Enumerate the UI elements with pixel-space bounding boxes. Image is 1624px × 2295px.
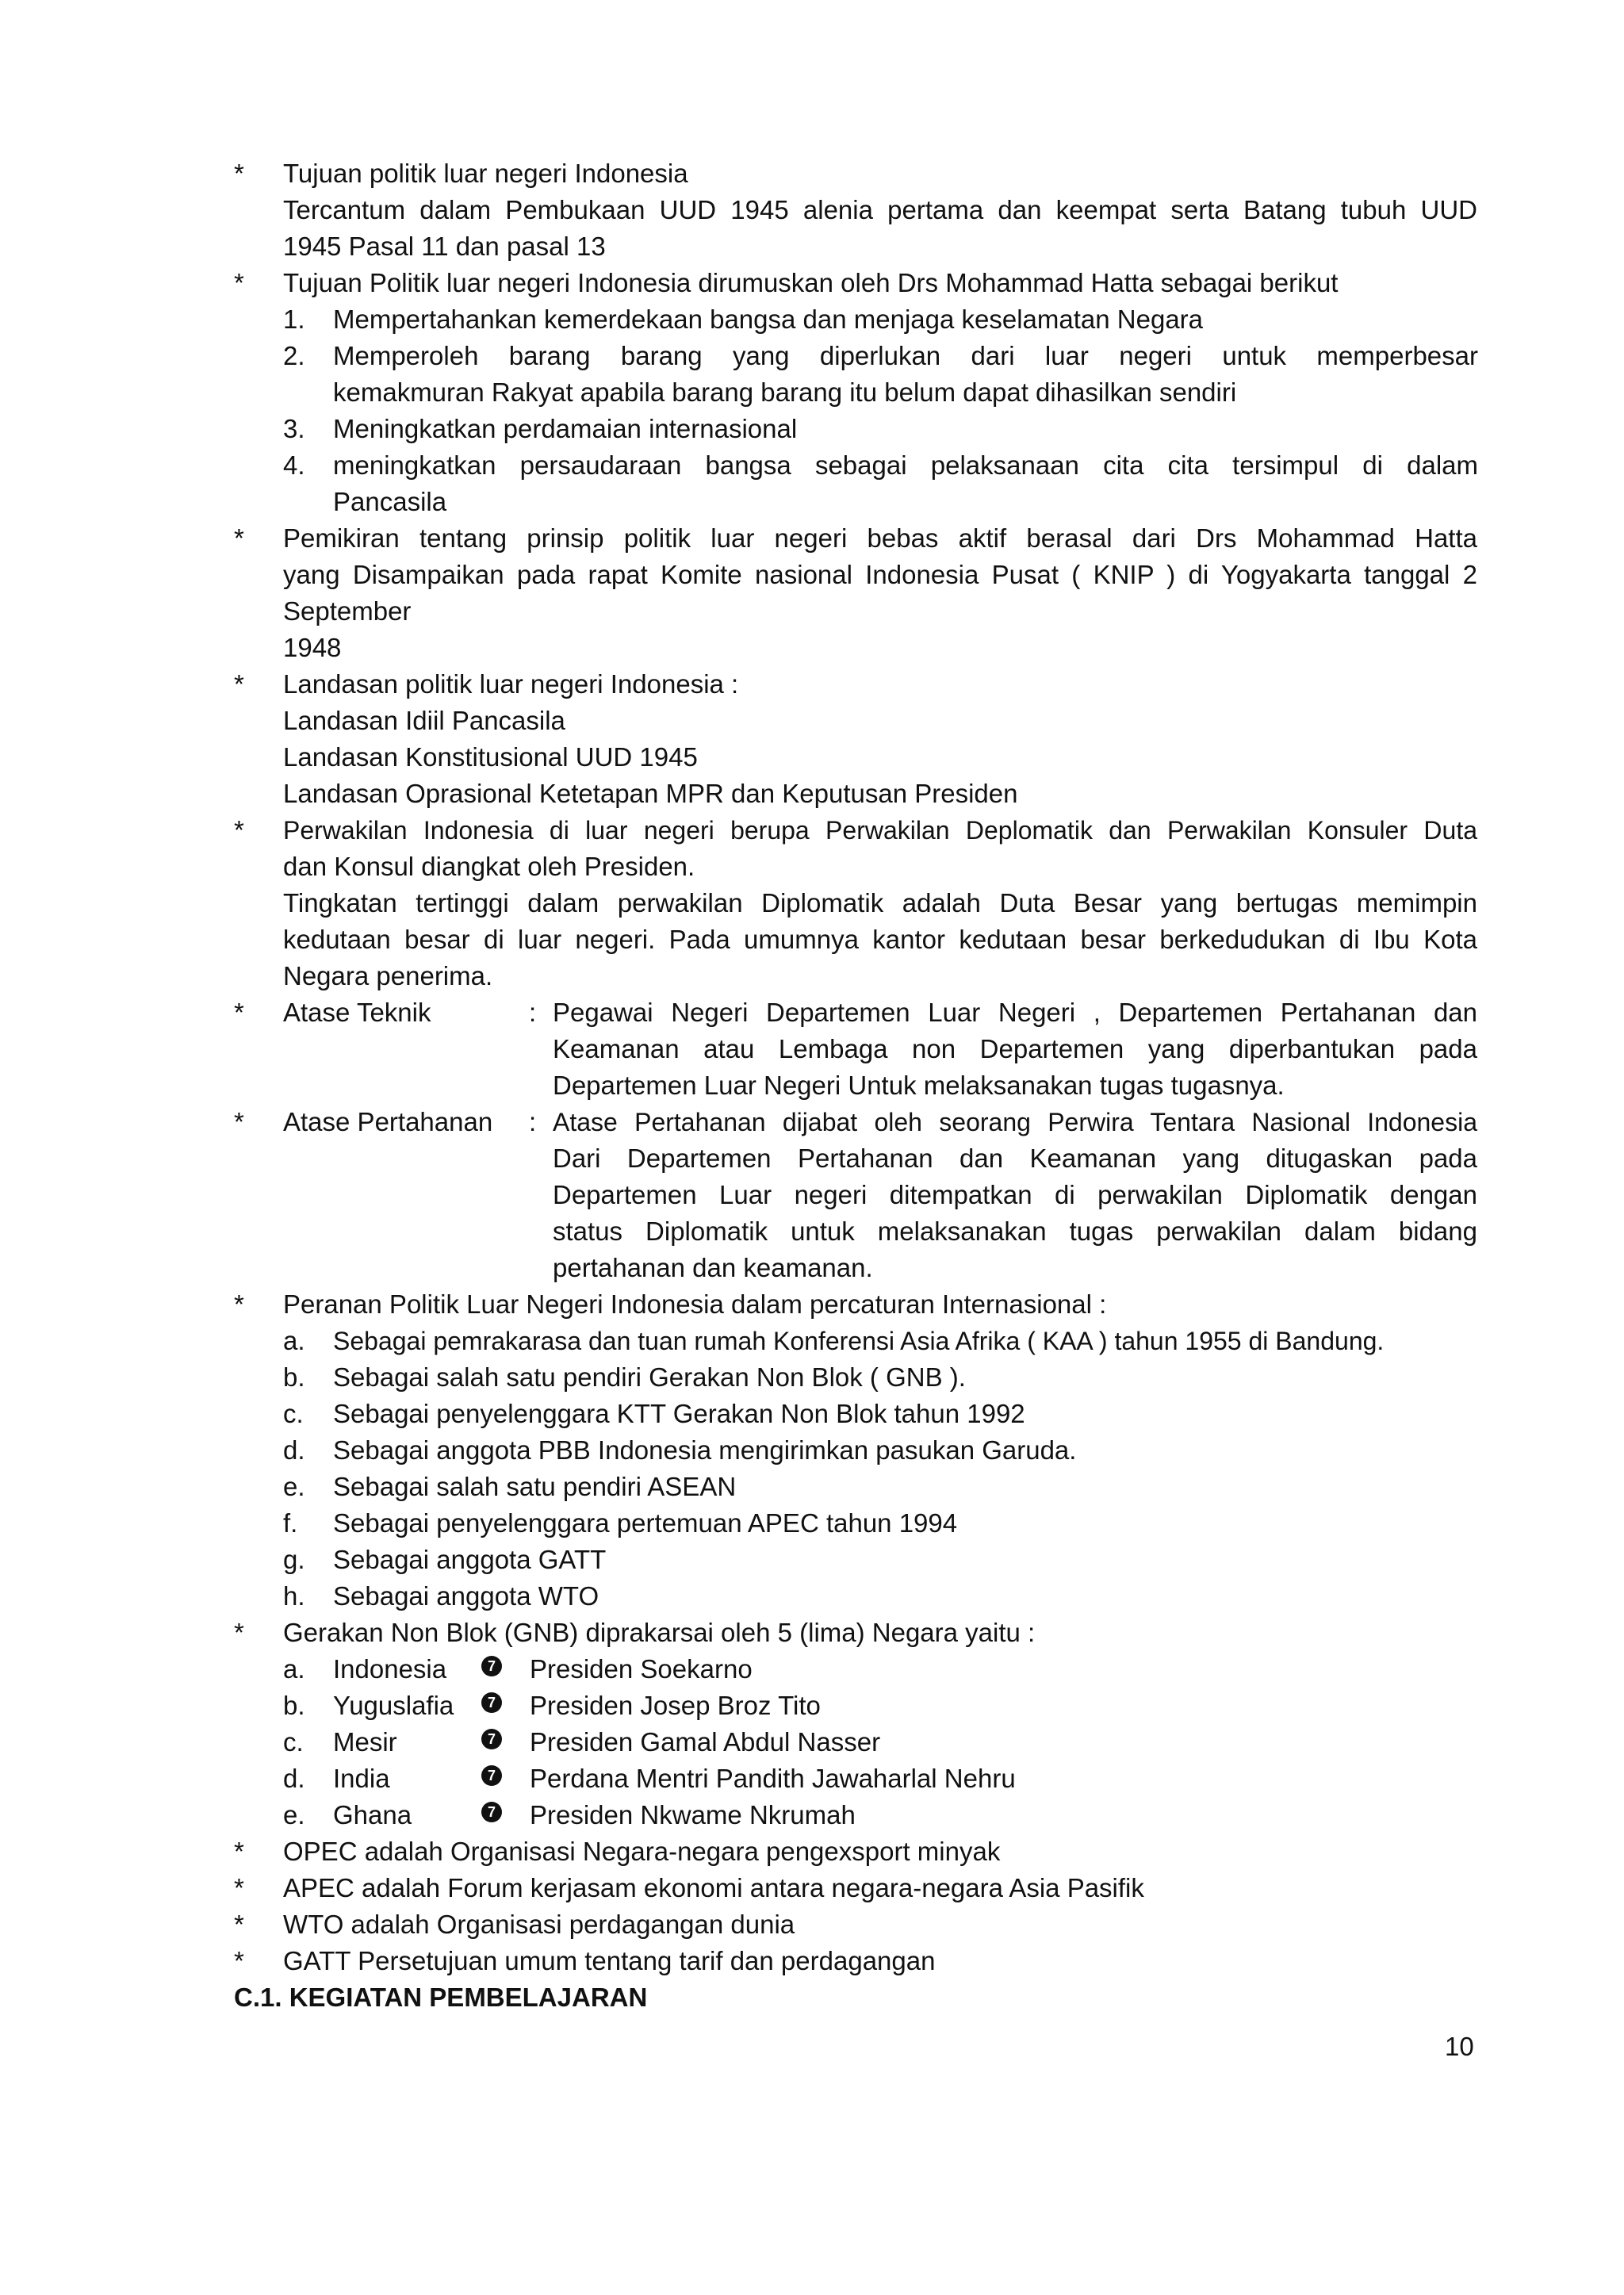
bullet-star: * <box>234 1618 244 1647</box>
atase-pertahanan-line: Departemen Luar negeri ditempatkan di perwakilan Diplomatik dengan <box>553 1180 1477 1209</box>
perwakilan-line: kedutaan besar di luar negeri. Pada umumnya kantor kedutaan besar berkedudukan di Ibu Kota <box>283 925 1477 954</box>
tujuan-line: 1945 Pasal 11 dan pasal 13 <box>283 232 606 261</box>
list-letter: a. <box>283 1654 305 1684</box>
bullet-star: * <box>234 1107 244 1136</box>
atase-pertahanan-line: Atase Pertahanan dijabat oleh seorang Perwira Tentara Nasional Indonesia <box>553 1108 1477 1136</box>
list-letter: h. <box>283 1581 305 1611</box>
bullet-star: * <box>234 159 244 188</box>
pemikiran-line: 1948 <box>283 633 342 662</box>
atase-pertahanan-line: pertahanan dan keamanan. <box>553 1253 873 1282</box>
numbered-bullet-icon: 7 <box>481 1765 502 1786</box>
gnb-title: Gerakan Non Blok (GNB) diprakarsai oleh 5 (lima) Negara yaitu : <box>283 1618 1036 1647</box>
pemikiran-line: yang Disampaikan pada rapat Komite nasional Indonesia Pusat ( KNIP ) di Yogyakarta tanggal 2 <box>283 560 1477 589</box>
gnb-leader: Perdana Mentri Pandith Jawaharlal Nehru <box>530 1764 1016 1793</box>
definition-line: GATT Persetujuan umum tentang tarif dan perdagangan <box>283 1946 936 1975</box>
list-item: Sebagai pemrakarasa dan tuan rumah Konferensi Asia Afrika ( KAA ) tahun 1955 di Bandung. <box>333 1327 1385 1355</box>
definition-colon: : <box>529 998 537 1027</box>
list-letter: d. <box>283 1764 305 1793</box>
list-item: Mempertahankan kemerdekaan bangsa dan menjaga keselamatan Negara <box>333 305 1204 334</box>
definition-line: APEC adalah Forum kerjasam ekonomi antara negara-negara Asia Pasifik <box>283 1873 1144 1902</box>
definition-line: WTO adalah Organisasi perdagangan dunia <box>283 1910 795 1939</box>
list-letter: c. <box>283 1727 304 1757</box>
gnb-leader: Presiden Nkwame Nkrumah <box>530 1800 856 1829</box>
bullet-star: * <box>234 669 244 699</box>
gnb-leader: Presiden Soekarno <box>530 1654 753 1684</box>
pemikiran-line: Pemikiran tentang prinsip politik luar negeri bebas aktif berasal dari Drs Mohammad Hatta <box>283 523 1477 553</box>
gnb-country: Ghana <box>333 1800 412 1829</box>
list-letter: g. <box>283 1545 305 1574</box>
list-letter: e. <box>283 1472 305 1501</box>
bullet-star: * <box>234 1910 244 1939</box>
atase-pertahanan-line: Dari Departemen Pertahanan dan Keamanan yang ditugaskan pada <box>553 1144 1477 1173</box>
perwakilan-line: Perwakilan Indonesia di luar negeri berupa Perwakilan Deplomatik dan Perwakilan Konsuler Duta <box>283 816 1477 845</box>
atase-pertahanan-term: Atase Pertahanan <box>283 1107 493 1136</box>
numbered-bullet-icon: 7 <box>481 1656 502 1676</box>
list-item: Sebagai anggota GATT <box>333 1545 607 1574</box>
bullet-star: * <box>234 523 244 553</box>
perwakilan-line: Negara penerima. <box>283 961 493 990</box>
atase-teknik-line: Pegawai Negeri Departemen Luar Negeri , Departemen Pertahanan dan <box>553 998 1477 1027</box>
tujuan-line: Tercantum dalam Pembukaan UUD 1945 alenia pertama dan keempat serta Batang tubuh UUD <box>283 195 1477 224</box>
definition-colon: : <box>529 1107 537 1136</box>
list-item: meningkatkan persaudaraan bangsa sebagai pelaksanaan cita cita tersimpul di dalam <box>333 450 1478 480</box>
list-item: Sebagai salah satu pendiri ASEAN <box>333 1472 737 1501</box>
gnb-leader: Presiden Gamal Abdul Nasser <box>530 1727 881 1757</box>
list-number: 2. <box>283 341 305 370</box>
hatta-title: Tujuan Politik luar negeri Indonesia dirumuskan oleh Drs Mohammad Hatta sebagai berikut <box>283 268 1339 297</box>
list-item: Sebagai anggota PBB Indonesia mengirimkan pasukan Garuda. <box>333 1435 1077 1465</box>
list-letter: c. <box>283 1399 304 1428</box>
list-letter: a. <box>283 1326 305 1355</box>
list-letter: b. <box>283 1691 305 1720</box>
list-number: 4. <box>283 450 305 480</box>
landasan-line: Landasan Oprasional Ketetapan MPR dan Keputusan Presiden <box>283 779 1018 808</box>
numbered-bullet-icon: 7 <box>481 1692 502 1713</box>
gnb-country: India <box>333 1764 390 1793</box>
tujuan-title: Tujuan politik luar negeri Indonesia <box>283 159 688 188</box>
perwakilan-line: Tingkatan tertinggi dalam perwakilan Diplomatik adalah Duta Besar yang bertugas memimpin <box>283 888 1477 918</box>
definition-line: OPEC adalah Organisasi Negara-negara pengexsport minyak <box>283 1837 1001 1866</box>
list-number: 1. <box>283 305 305 334</box>
section-heading: C.1. KEGIATAN PEMBELAJARAN <box>234 1983 648 2012</box>
atase-pertahanan-line: status Diplomatik untuk melaksanakan tugas perwakilan dalam bidang <box>553 1216 1477 1246</box>
list-item: Memperoleh barang barang yang diperlukan dari luar negeri untuk memperbesar <box>333 341 1478 370</box>
landasan-title: Landasan politik luar negeri Indonesia : <box>283 669 739 699</box>
bullet-star: * <box>234 815 244 845</box>
perwakilan-line: dan Konsul diangkat oleh Presiden. <box>283 852 695 881</box>
list-letter: b. <box>283 1362 305 1392</box>
atase-teknik-term: Atase Teknik <box>283 998 431 1027</box>
bullet-star: * <box>234 1946 244 1975</box>
list-item: Pancasila <box>333 487 447 516</box>
peranan-title: Peranan Politik Luar Negeri Indonesia dalam percaturan Internasional : <box>283 1289 1107 1319</box>
atase-teknik-line: Departemen Luar Negeri Untuk melaksanakan tugas tugasnya. <box>553 1071 1285 1100</box>
atase-teknik-line: Keamanan atau Lembaga non Departemen yang diperbantukan pada <box>553 1034 1477 1063</box>
list-number: 3. <box>283 414 305 443</box>
page-number: 10 <box>1445 2032 1474 2061</box>
bullet-star: * <box>234 998 244 1027</box>
list-item: Sebagai penyelenggara pertemuan APEC tahun 1994 <box>333 1508 958 1538</box>
list-item: kemakmuran Rakyat apabila barang barang itu belum dapat dihasilkan sendiri <box>333 377 1237 407</box>
gnb-country: Mesir <box>333 1727 397 1757</box>
gnb-leader: Presiden Josep Broz Tito <box>530 1691 821 1720</box>
gnb-country: Yuguslafia <box>333 1691 454 1720</box>
list-item: Meningkatkan perdamaian internasional <box>333 414 798 443</box>
numbered-bullet-icon: 7 <box>481 1802 502 1822</box>
pemikiran-line: September <box>283 596 412 626</box>
gnb-country: Indonesia <box>333 1654 447 1684</box>
bullet-star: * <box>234 268 244 297</box>
landasan-line: Landasan Konstitusional UUD 1945 <box>283 742 698 772</box>
list-item: Sebagai salah satu pendiri Gerakan Non Blok ( GNB ). <box>333 1362 966 1392</box>
list-item: Sebagai anggota WTO <box>333 1581 599 1611</box>
bullet-star: * <box>234 1837 244 1866</box>
list-letter: d. <box>283 1435 305 1465</box>
list-item: Sebagai penyelenggara KTT Gerakan Non Blok tahun 1992 <box>333 1399 1025 1428</box>
numbered-bullet-icon: 7 <box>481 1729 502 1749</box>
bullet-star: * <box>234 1289 244 1319</box>
bullet-star: * <box>234 1873 244 1902</box>
list-letter: e. <box>283 1800 305 1829</box>
landasan-line: Landasan Idiil Pancasila <box>283 706 565 735</box>
list-letter: f. <box>283 1508 298 1538</box>
